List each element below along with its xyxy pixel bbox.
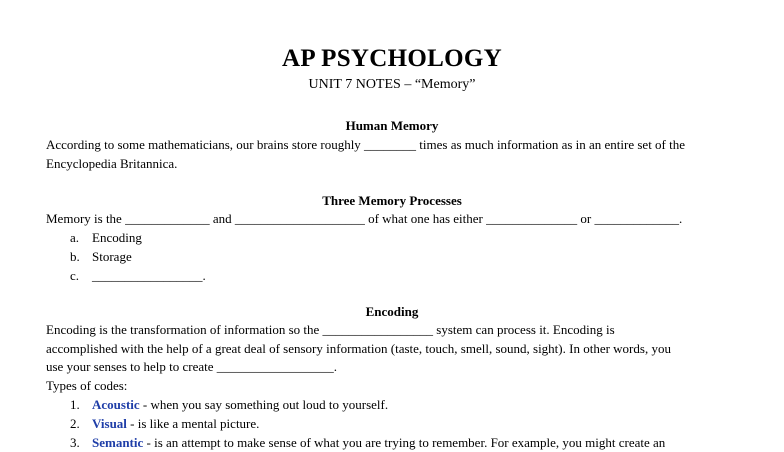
paragraph-line: Encoding is the transformation of information so the _________________ system can process it. Encoding is — [46, 322, 615, 337]
list-item-text — [92, 434, 665, 452]
memory-processes-heading: Three Memory Processes — [322, 193, 462, 208]
code-description: - is an attempt to make sense of what you are trying to remember. For example, you might create an — [143, 435, 666, 450]
list-marker: 1. — [70, 397, 80, 412]
list-marker: c. — [70, 268, 80, 283]
list-marker: a. — [70, 230, 80, 245]
list-marker: 3. — [70, 435, 80, 450]
list-item-text — [92, 396, 388, 414]
page-subtitle: UNIT 7 NOTES – “Memory” — [308, 77, 476, 92]
code-term: Semantic — [92, 435, 144, 450]
human-memory-heading: Human Memory — [345, 118, 439, 133]
paragraph-line: Encyclopedia Britannica. — [46, 155, 178, 171]
list-marker: b. — [70, 249, 80, 264]
list-item-text: _________________. — [92, 268, 206, 283]
page-title: AP PSYCHOLOGY — [282, 45, 502, 72]
code-description: - when you say something out loud to yourself. — [139, 397, 389, 412]
list-item-text: Encoding — [92, 230, 142, 245]
list-item-text: Storage — [92, 249, 132, 264]
list-item-text — [92, 415, 259, 433]
human-memory-paragraph — [46, 136, 746, 173]
paragraph-line: accomplished with the help of a great deal of sensory information (taste, touch, smell, sound, sight). In other words, you — [46, 340, 671, 356]
code-term: Visual — [92, 416, 127, 431]
encoding-heading: Encoding — [365, 304, 419, 319]
code-term: Acoustic — [92, 397, 140, 412]
memory-processes-paragraph — [46, 210, 746, 229]
paragraph-line: According to some mathematicians, our brains store roughly ________ times as much information as in an entire set of the — [46, 137, 686, 152]
code-description: - is like a mental picture. — [126, 416, 260, 431]
list-marker: 2. — [70, 416, 80, 431]
encoding-paragraph — [46, 321, 746, 395]
types-of-codes-label: Types of codes: — [46, 377, 128, 393]
paragraph-line: Memory is the _____________ and ____________________ of what one has either ______________ or _____________. — [46, 211, 683, 226]
paragraph-line: use your senses to help to create __________________. — [46, 359, 338, 374]
